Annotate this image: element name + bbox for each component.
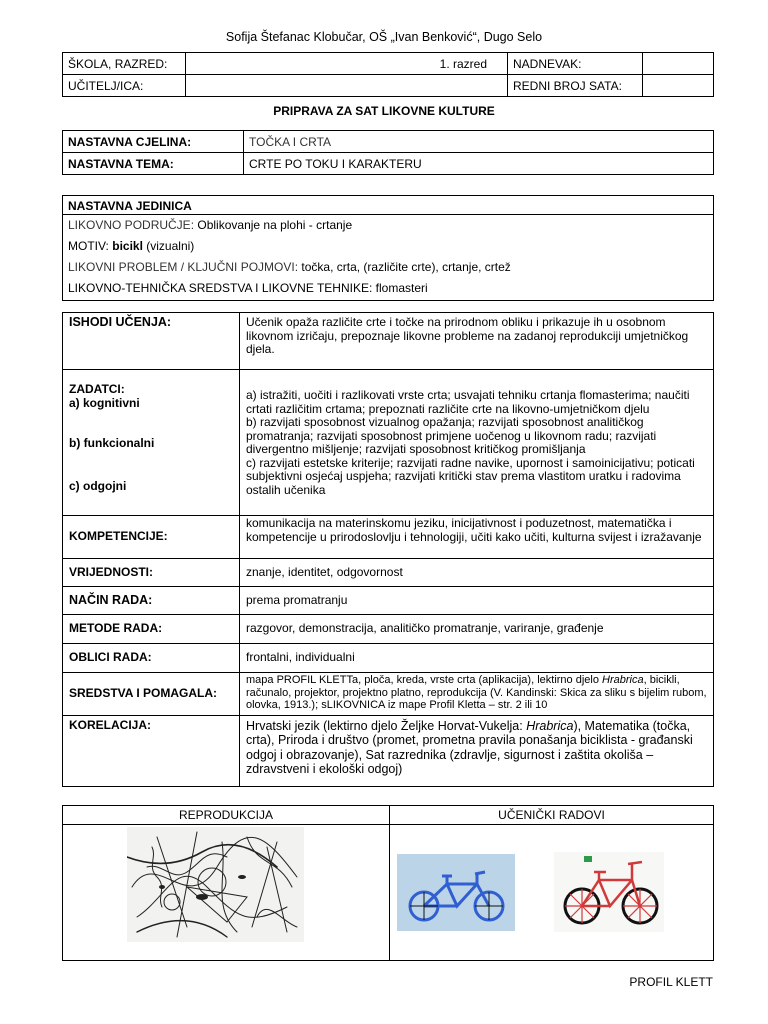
oblici-label: OBLICI RADA: bbox=[63, 644, 240, 673]
sredstva-pomagala-value bbox=[240, 673, 714, 716]
metode-value: razgovor, demonstracija, analitičko promatranje, variranje, građenje bbox=[240, 615, 714, 644]
radovi-header: UČENIČKI RADOVI bbox=[390, 806, 714, 825]
kandinsky-sketch-image bbox=[127, 827, 304, 942]
problem-value: točka, crta, (različite crte), crtanje, crtež bbox=[301, 260, 511, 274]
cjelina-value: TOČKA I CRTA bbox=[244, 131, 714, 153]
funkcionalni-label: b) funkcionalni bbox=[69, 436, 155, 450]
jedinica-heading: NASTAVNA JEDINICA bbox=[63, 196, 713, 215]
ucenicki-radovi-cell bbox=[390, 825, 714, 961]
reprodukcija-cell bbox=[63, 825, 390, 961]
footer-publisher: PROFIL KLETT bbox=[629, 975, 713, 989]
zadatci-cell bbox=[63, 370, 240, 516]
cjelina-table bbox=[62, 130, 714, 175]
sredstva-text-2: , bicikli, računalo, projektor, projektno platno, reprodukcija (V. Kandinski: Skica za sliku s bijelim rubom, olovka, 1913.); sLIKOVNICA iz mape Profil Kletta – str. 2 ili 10 bbox=[246, 674, 707, 711]
oblici-value: frontalni, individualni bbox=[240, 644, 714, 673]
nadnevak-label: NADNEVAK: bbox=[508, 53, 643, 75]
works-table bbox=[62, 805, 714, 961]
kompetencije-label: KOMPETENCIJE: bbox=[63, 516, 240, 559]
cjelina-label: NASTAVNA CJELINA: bbox=[63, 131, 244, 153]
motiv-line bbox=[63, 236, 713, 257]
problem-line bbox=[63, 257, 713, 278]
korelacija-text-1: Hrvatski jezik (lektirno djelo Željke Horvat-Vukelja: bbox=[246, 718, 527, 733]
korelacija-label: KORELACIJA: bbox=[63, 715, 240, 786]
sredstva-text-1: mapa PROFIL KLETTa, ploča, kreda, vrste crta (aplikacija), lektirno djelo bbox=[246, 674, 603, 686]
skola-label: ŠKOLA, RAZRED: bbox=[63, 53, 186, 75]
vrijednosti-value: znanje, identitet, odgovornost bbox=[240, 559, 714, 587]
kognitivni-label: a) kognitivni bbox=[69, 395, 140, 410]
metode-label: METODE RADA: bbox=[63, 615, 240, 644]
sredstva-label: LIKOVNO-TEHNIČKA SREDSTVA I LIKOVNE TEHNIKE: bbox=[68, 281, 373, 295]
reprodukcija-header: REPRODUKCIJA bbox=[63, 806, 390, 825]
zadatci-label: ZADATCI: bbox=[69, 382, 125, 396]
podrucje-line bbox=[63, 215, 713, 236]
motiv-label: MOTIV: bbox=[68, 239, 109, 253]
sredstva-pomagala-label: SREDSTVA I POMAGALA: bbox=[63, 673, 240, 716]
korelacija-italic: Hrabrica bbox=[526, 718, 574, 733]
podrucje-label: LIKOVNO PODRUČJE: bbox=[68, 218, 195, 232]
motiv-value: bicikl bbox=[112, 239, 143, 253]
nacin-label: NAČIN RADA: bbox=[63, 587, 240, 615]
korelacija-text-2: ), Matematika (točka, crta), Priroda i društvo (promet, prometna pravila ponašanja biciklista - građanski odgoj i obrazovanje), Sat razrednika (zdravlje, sigurnost i zaštita okoliša – zdravstveni i ekološki odgoj) bbox=[246, 718, 693, 776]
razred-value: 1. razred bbox=[186, 53, 508, 75]
funkcionalni-value: b) razvijati sposobnost vizualnog opažanja; razvijati sposobnost analitičkog promatranja; razvijati sposobnost primjene uočenog u likovnom radu; razvijati divergentno mišljenje; razvijati sposobnost kritičkog promišljanja bbox=[246, 415, 657, 456]
problem-label: LIKOVNI PROBLEM / KLJUČNI POJMOVI: bbox=[68, 260, 299, 274]
korelacija-value bbox=[240, 715, 714, 786]
ishodi-label: ISHODI UČENJA: bbox=[63, 313, 240, 370]
podrucje-value: Oblikovanje na plohi - crtanje bbox=[197, 218, 353, 232]
author-line: Sofija Štefanac Klobučar, OŠ „Ivan Benković“, Dugo Selo bbox=[225, 30, 543, 44]
header-table bbox=[62, 52, 714, 97]
odgojni-label: c) odgojni bbox=[69, 478, 127, 493]
tema-label: NASTAVNA TEMA: bbox=[63, 153, 244, 175]
odgojni-value: c) razvijati estetske kriterije; razvijati radne navike, upornost i samoinicijativu; poticati subjektivni osjećaj uspjeha; razvijati kritički stav prema vlastitom uratku i radovima ostalih učenika bbox=[246, 455, 695, 497]
red-bicycle-drawing bbox=[554, 852, 664, 932]
kompetencije-value: komunikacija na materinskomu jeziku, inicijativnost i poduzetnost, matematička i kompetencije u prirodoslovlju i tehnologiji, učiti kako učiti, kulturna svijest i izražavanje bbox=[240, 516, 714, 559]
page-title: PRIPRAVA ZA SAT LIKOVNE KULTURE bbox=[273, 104, 495, 118]
redni-label: REDNI BROJ SATA: bbox=[508, 75, 643, 97]
zadatci-values bbox=[240, 370, 714, 516]
redni-value bbox=[643, 75, 714, 97]
blue-bicycle-drawing bbox=[397, 854, 515, 931]
ucitelj-label: UČITELJ/ICA: bbox=[63, 75, 186, 97]
sredstva-line bbox=[63, 278, 713, 299]
nadnevak-value bbox=[643, 53, 714, 75]
nastavna-jedinica-box bbox=[62, 195, 714, 301]
ishodi-value: Učenik opaža različite crte i točke na prirodnom obliku i prikazuje ih u osobnom likovnom izričaju, prepoznaje likovne probleme na zadanoj reprodukciji umjetničkog djela. bbox=[240, 313, 714, 370]
vrijednosti-label: VRIJEDNOSTI: bbox=[63, 559, 240, 587]
main-table bbox=[62, 312, 714, 787]
motiv-note: (vizualni) bbox=[146, 239, 195, 253]
tema-value: CRTE PO TOKU I KARAKTERU bbox=[244, 153, 714, 175]
nacin-value: prema promatranju bbox=[240, 587, 714, 615]
sredstva-italic: Hrabrica bbox=[602, 674, 644, 686]
kognitivni-value: a) istražiti, uočiti i razlikovati vrste crta; usvajati tehniku crtanja flomasterima; naučiti crtati različitim crtama; prepoznati različite crte na likovno-umjetničkom djelu bbox=[246, 388, 690, 416]
sredstva-value: flomasteri bbox=[375, 281, 428, 295]
ucitelj-value bbox=[186, 75, 508, 97]
